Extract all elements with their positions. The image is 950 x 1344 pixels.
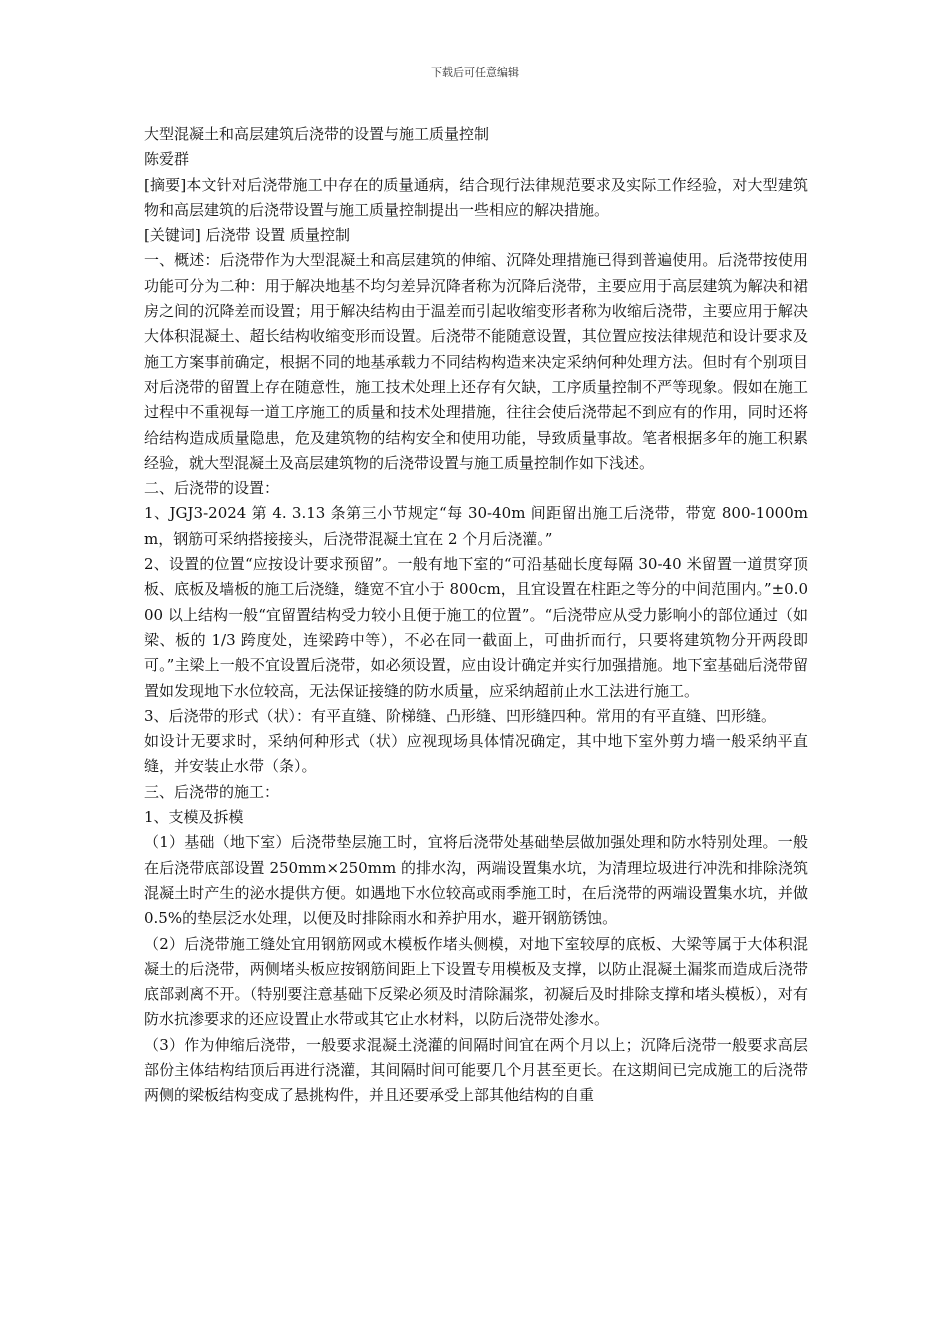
document-author: 陈爱群: [144, 150, 190, 169]
section-1-overview: 一、概述：后浇带作为大型混凝土和高层建筑的伸缩、沉降处理措施已得到普遍使用。后浇带按使用功能可分为二种：用于解决地基不均匀差异沉降者称为沉降后浇带，主要应用于高层建筑为解决和裙房之间的沉降差而设置；用于解决结构由于温差而引起收缩变形者称为收缩后浇带，主要应用于解决大体积混凝土、超长结构收缩变形而设置。后浇带不能随意设置，其位置应按法律规范和设计要求及施工方案事前确定，根据不同的地基承载力不同结构构造来决定采纳何种处理方法。但时有个别项目对后浇带的留置上存在随意性，施工技术处理上还存有欠缺，工序质量控制不严等现象。假如在施工过程中不重视每一道工序施工的质量和技术处理措施，往往会使后浇带起不到应有的作用，同时还将给结构造成质量隐患，危及建筑物的结构安全和使用功能，导致质量事故。笔者根据多年的施工积累经验，就大型混凝土及高层建筑物的后浇带设置与施工质量控制作如下浅述。: [144, 251, 808, 472]
page-header-note: 下载后可任意编辑: [431, 66, 519, 79]
section-2-item-3: 3、后浇带的形式（状）：有平直缝、阶梯缝、凸形缝、凹形缝四种。常用的有平直缝、凹形缝。: [144, 706, 777, 725]
section-3-subheading-1: 1、支模及拆模: [144, 808, 244, 827]
section-3-item-3: （3）作为伸缩后浇带，一般要求混凝土浇灌的间隔时间宜在两个月以上；沉降后浇带一般要求高层部份主体结构结顶后再进行浇灌，其间隔时间可能要几个月甚至更长。在这期间已完成施工的后浇带两侧的梁板结构变成了悬挑构件，并且还要承受上部其他结构的自重: [144, 1035, 808, 1105]
section-3-item-1: （1）基础（地下室）后浇带垫层施工时，宜将后浇带处基础垫层做加强处理和防水特别处理。一般在后浇带底部设置 250mm×250mm 的排水沟，两端设置集水坑，为清理垃圾进行冲洗和排除浇筑混凝土时产生的泌水提供方便。如遇地下水位较高或雨季施工时，在后浇带的两端设置集水坑，并做 0.5%的垫层泛水处理，以便及时排除雨水和养护用水，避开钢筋锈蚀。: [144, 833, 808, 928]
section-2-heading: 二、后浇带的设置：: [144, 479, 280, 498]
section-2-item-1: 1、JGJ3-2024 第 4. 3.13 条第三小节规定“每 30-40m 间距留出施工后浇带，带宽 800-1000mm，钢筋可采纳搭接接头，后浇带混凝土宜在 2 个月后浇灌。”: [144, 504, 808, 548]
document-title: 大型混凝土和高层建筑后浇带的设置与施工质量控制: [144, 125, 490, 143]
section-3-item-2: （2）后浇带施工缝处宜用钢筋网或木模板作堵头侧模，对地下室较厚的底板、大梁等属于大体积混凝土的后浇带，两侧堵头板应按钢筋间距上下设置专用模板及支撑，以防止混凝土漏浆而造成后浇带底部剥离不开。（特别要注意基础下反梁必须及时清除漏浆，初凝后及时排除支撑和堵头模板），对有防水抗渗要求的还应设置止水带或其它止水材料，以防后浇带处渗水。: [144, 934, 808, 1029]
section-3-heading: 三、后浇带的施工：: [144, 782, 280, 801]
section-2-note: 如设计无要求时，采纳何种形式（状）应视现场具体情况确定，其中地下室外剪力墙一般采纳平直缝，并安装止水带（条）。: [144, 732, 808, 776]
keywords-paragraph: [关键词] 后浇带 设置 质量控制: [144, 226, 351, 245]
abstract-paragraph: [摘要]本文针对后浇带施工中存在的质量通病，结合现行法律规范要求及实际工作经验，对大型建筑物和高层建筑的后浇带设置与施工质量控制提出一些相应的解决措施。: [144, 175, 808, 219]
document-body: [144, 122, 808, 1109]
section-2-item-2: 2、设置的位置“应按设计要求预留”。一般有地下室的“可沿基础长度每隔 30-40 米留置一道贯穿顶板、底板及墙板的施工后浇缝，缝宽不宜小于 800cm，且宜设置在柱距之等分的中间范围内。”±0.000 以上结构一般“宜留置结构受力较小且便于施工的位置”。“后浇带应从受力影响小的部位通过（如梁、板的 1/3 跨度处，连梁跨中等），不必在同一截面上，可曲折而行，只要将建筑物分开两段即可。”主梁上一般不宜设置后浇带，如必须设置，应由设计确定并实行加强措施。地下室基础后浇带留置如发现地下水位较高，无法保证接缝的防水质量，应采纳超前止水工法进行施工。: [144, 555, 808, 700]
